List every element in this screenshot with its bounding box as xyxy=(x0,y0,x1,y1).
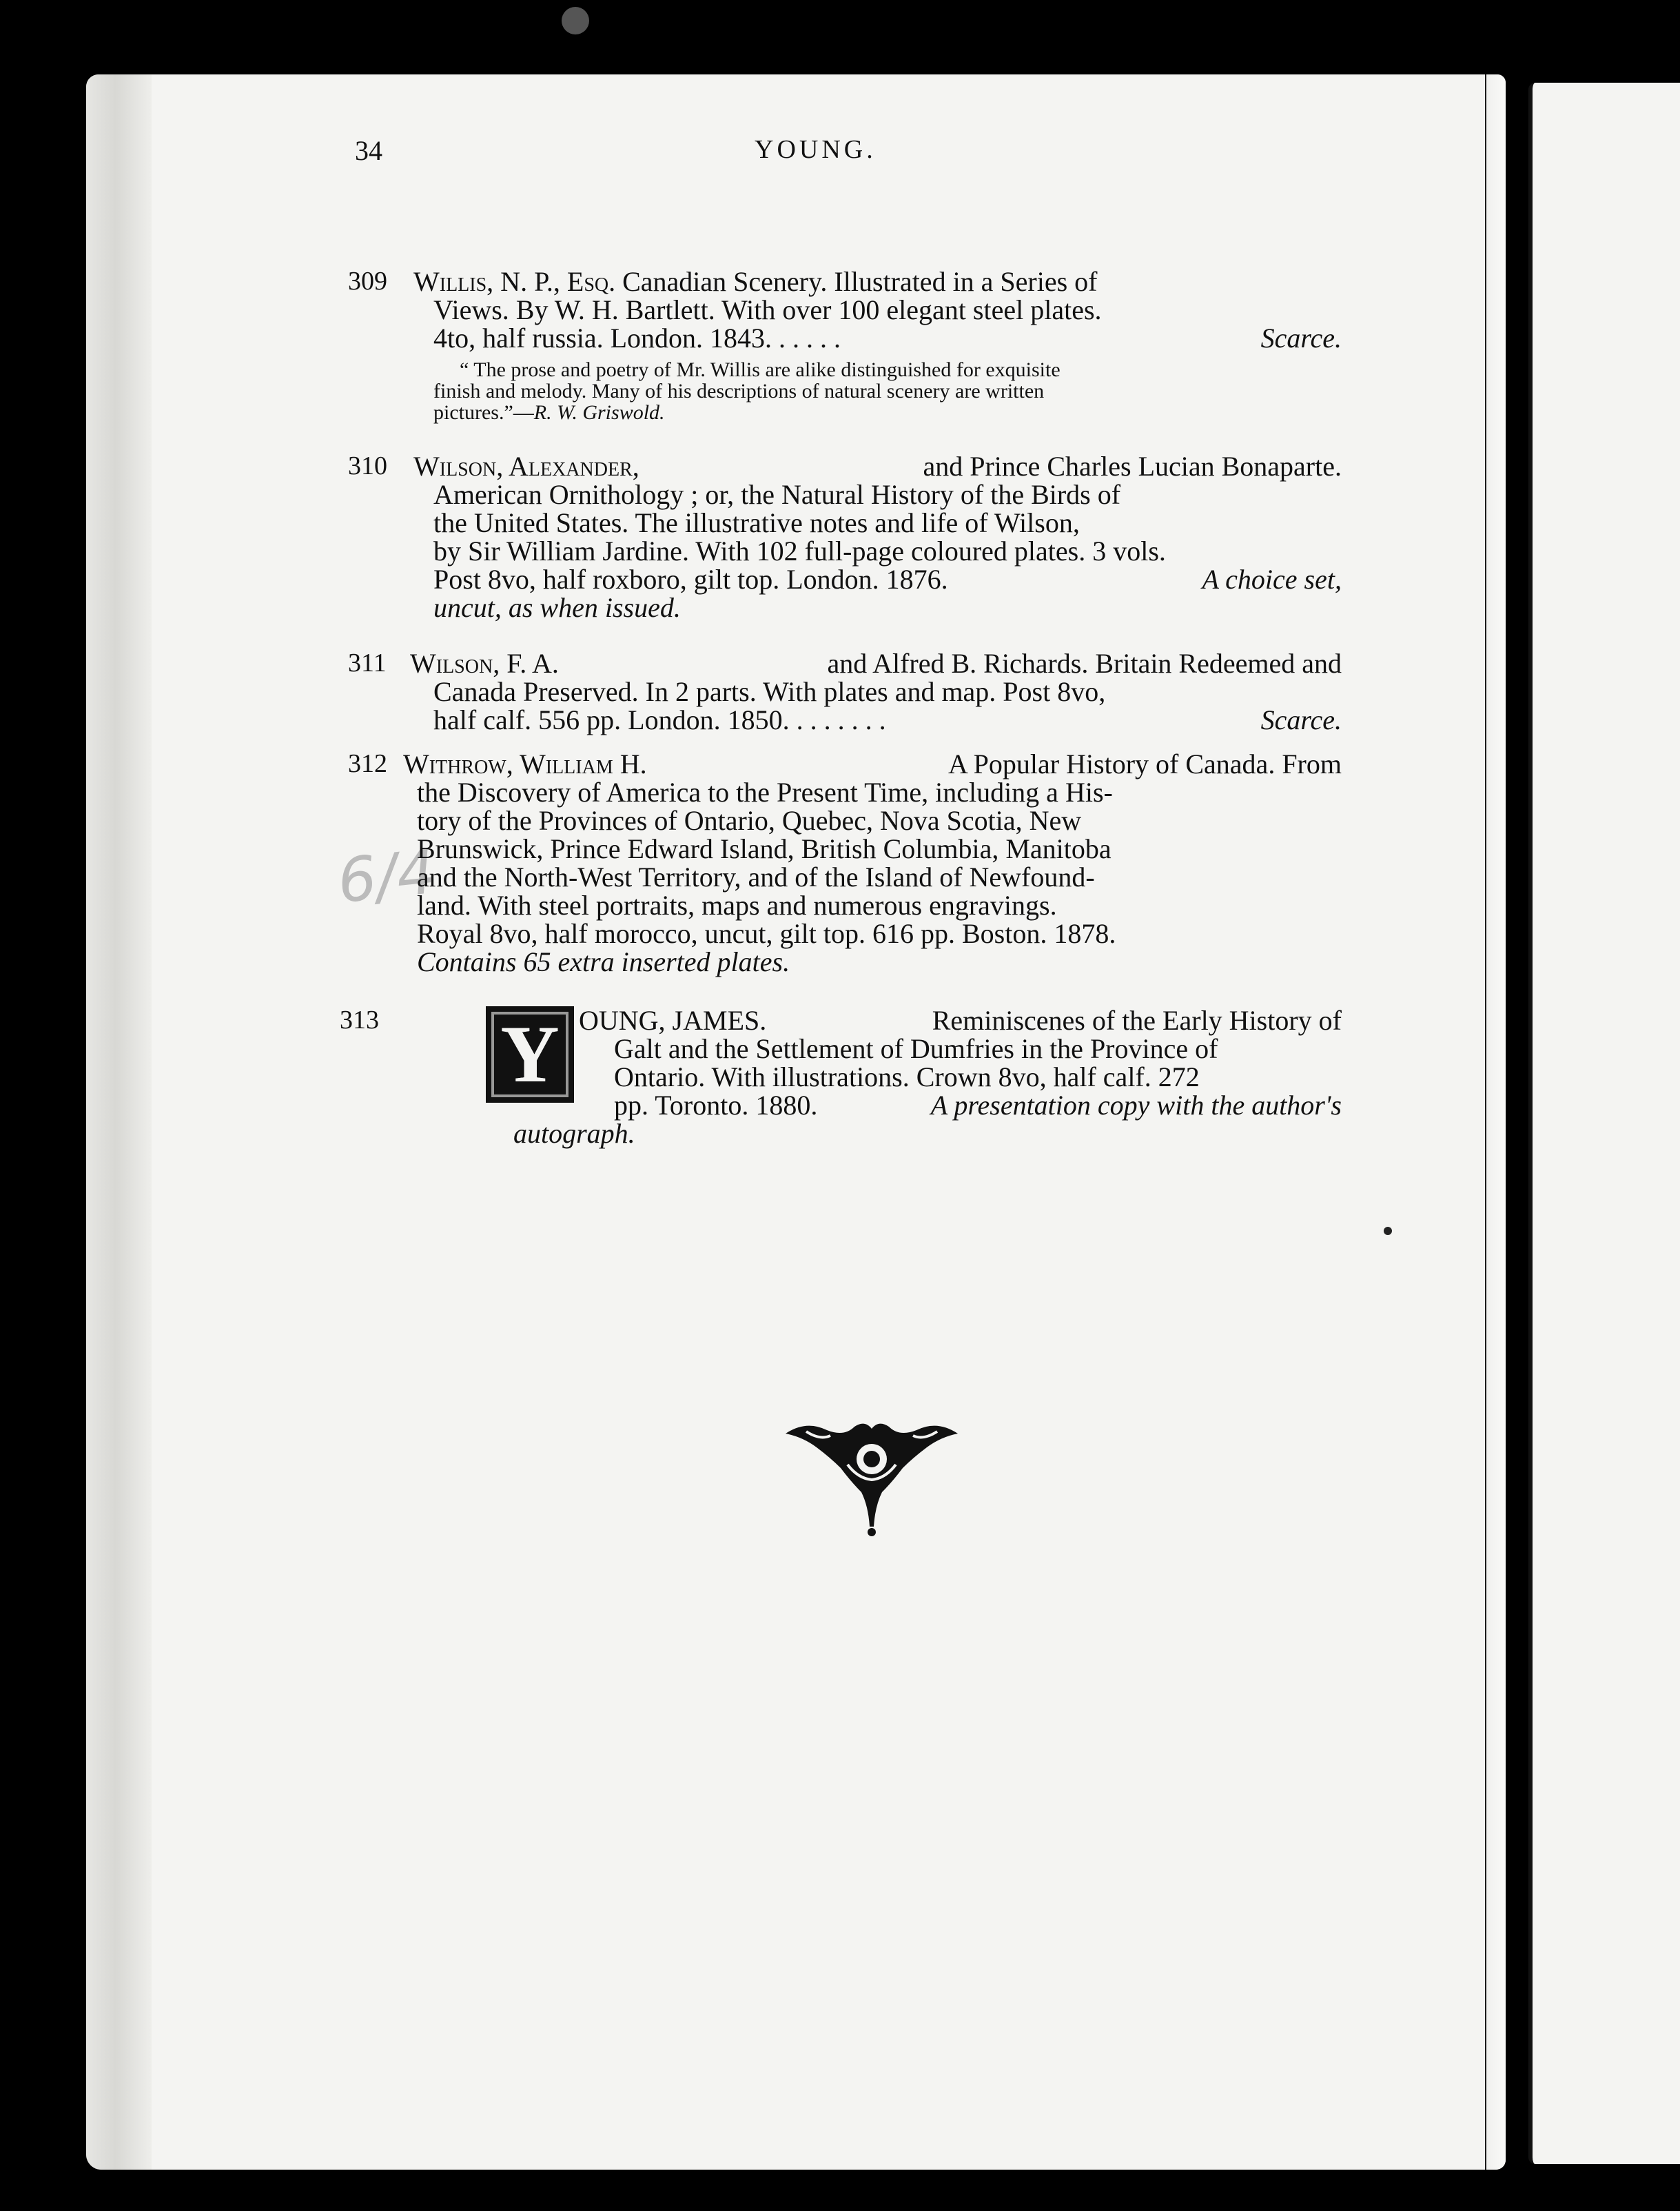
catalog-entry-312 xyxy=(348,750,1342,976)
entry-line xyxy=(348,593,1342,622)
quote-line: pictures.”—R. W. Griswold. xyxy=(433,401,665,424)
entry-text: the United States. The illustrative notes and life of Wilson, xyxy=(433,507,1080,538)
entry-line xyxy=(348,452,1342,480)
entry-note: autograph. xyxy=(513,1118,635,1149)
entry-note: Contains 65 extra inserted plates. xyxy=(417,946,790,977)
entry-note: Scarce. xyxy=(1260,323,1342,354)
pencil-annotation: 6/4 xyxy=(334,835,439,917)
entry-text: by Sir William Jardine. With 102 full-page coloured plates. 3 vols. xyxy=(433,536,1166,567)
entry-note: Scarce. xyxy=(1260,704,1342,735)
quote-attribution: R. W. Griswold. xyxy=(533,401,665,424)
entry-author: Withrow, William H. xyxy=(403,748,647,780)
entry-text: Views. By W. H. Bartlett. With over 100 elegant steel plates. xyxy=(433,294,1102,325)
entry-text: half calf. 556 pp. London. 1850. . . . . . . . xyxy=(433,704,886,735)
entry-line xyxy=(348,1091,1342,1119)
entry-text: and the North-West Territory, and of the Island of Newfound- xyxy=(417,862,1095,893)
entry-line xyxy=(348,1035,1342,1063)
entry-line xyxy=(348,706,1342,734)
entry-note: A choice set, xyxy=(1202,564,1342,595)
entry-line xyxy=(348,1119,1342,1148)
scan-speck xyxy=(1384,1227,1392,1235)
entry-quote xyxy=(348,359,1342,423)
entry-number: 312 xyxy=(348,749,387,778)
running-head: YOUNG. xyxy=(755,135,877,164)
entry-line xyxy=(348,480,1342,509)
entry-line xyxy=(348,948,1342,976)
page-number: 34 xyxy=(355,135,382,166)
entry-text: Reminiscenes of the Early History of xyxy=(932,1005,1342,1036)
entry-text: A Popular History of Canada. From xyxy=(947,748,1342,780)
entry-text: pp. Toronto. 1880. xyxy=(614,1090,818,1121)
entry-number: 311 xyxy=(348,649,387,677)
entry-text: Post 8vo, half roxboro, gilt top. London. 1876. xyxy=(433,564,948,595)
entry-note: A presentation copy with the author's xyxy=(930,1090,1342,1121)
entry-line xyxy=(348,750,1342,778)
entry-line xyxy=(348,891,1342,919)
entry-line xyxy=(348,324,1342,352)
entry-line xyxy=(348,919,1342,948)
entry-line xyxy=(348,778,1342,806)
entry-line xyxy=(348,649,1342,677)
entry-text: Canada Preserved. In 2 parts. With plates and map. Post 8vo, xyxy=(433,676,1106,707)
entry-text: 4to, half russia. London. 1843. . . . . . xyxy=(433,323,841,354)
entry-line xyxy=(348,1063,1342,1091)
scan-speck xyxy=(562,7,589,34)
catalog-entry-311 xyxy=(348,649,1342,734)
entry-text: the Discovery of America to the Present Time, including a His- xyxy=(417,777,1113,808)
entry-line xyxy=(348,835,1342,863)
entry-text: tory of the Provinces of Ontario, Quebec, Nova Scotia, New xyxy=(417,805,1082,836)
entry-text: and Prince Charles Lucian Bonaparte. xyxy=(923,451,1342,482)
quote-line: “ The prose and poetry of Mr. Willis are alike distinguished for exquisite xyxy=(460,358,1061,381)
entry-text: Ontario. With illustrations. Crown 8vo, half calf. 272 xyxy=(614,1061,1200,1092)
catalog-entry-310 xyxy=(348,452,1342,622)
entry-line xyxy=(348,565,1342,593)
entry-text: Brunswick, Prince Edward Island, British Columbia, Manitoba xyxy=(417,833,1112,864)
entry-text: American Ornithology ; or, the Natural History of the Birds of xyxy=(433,479,1121,510)
entry-line xyxy=(348,1006,1342,1035)
entry-author: OUNG, JAMES. xyxy=(579,1005,767,1036)
entry-text: Galt and the Settlement of Dumfries in the Province of xyxy=(614,1033,1218,1064)
entry-note: uncut, as when issued. xyxy=(433,592,681,623)
catalog-entry-309 xyxy=(348,267,1342,423)
quote-line: finish and melody. Many of his descriptions of natural scenery are written xyxy=(433,380,1045,403)
entry-text: land. With steel portraits, maps and numerous engravings. xyxy=(417,890,1057,921)
entry-line xyxy=(348,296,1342,324)
entry-author: Wilson, F. A. xyxy=(410,648,559,679)
entry-author: Wilson, Alexander, xyxy=(413,451,639,482)
entry-number: 313 xyxy=(340,1006,379,1035)
entry-line xyxy=(348,806,1342,835)
facing-page-edge xyxy=(1528,83,1680,2164)
entry-number: 310 xyxy=(348,451,387,480)
entry-line xyxy=(348,863,1342,891)
entry-text: and Alfred B. Richards. Britain Redeemed and xyxy=(827,648,1342,679)
page-gutter xyxy=(86,74,152,2170)
entry-line xyxy=(348,267,1342,296)
tailpiece-ornament-icon xyxy=(779,1416,965,1537)
entry-author: Willis, N. P., Esq. xyxy=(413,266,616,297)
entry-number: 309 xyxy=(348,267,387,296)
entry-text: Canadian Scenery. Illustrated in a Series of xyxy=(615,266,1098,297)
catalog-entry-313 xyxy=(340,1005,1342,1149)
entry-line xyxy=(348,677,1342,706)
entry-text: Royal 8vo, half morocco, uncut, gilt top. 616 pp. Boston. 1878. xyxy=(417,918,1116,949)
entry-line xyxy=(348,537,1342,565)
drop-cap-letter: Y xyxy=(500,1009,560,1099)
entry-line xyxy=(348,509,1342,537)
page-edge xyxy=(1485,74,1506,2170)
